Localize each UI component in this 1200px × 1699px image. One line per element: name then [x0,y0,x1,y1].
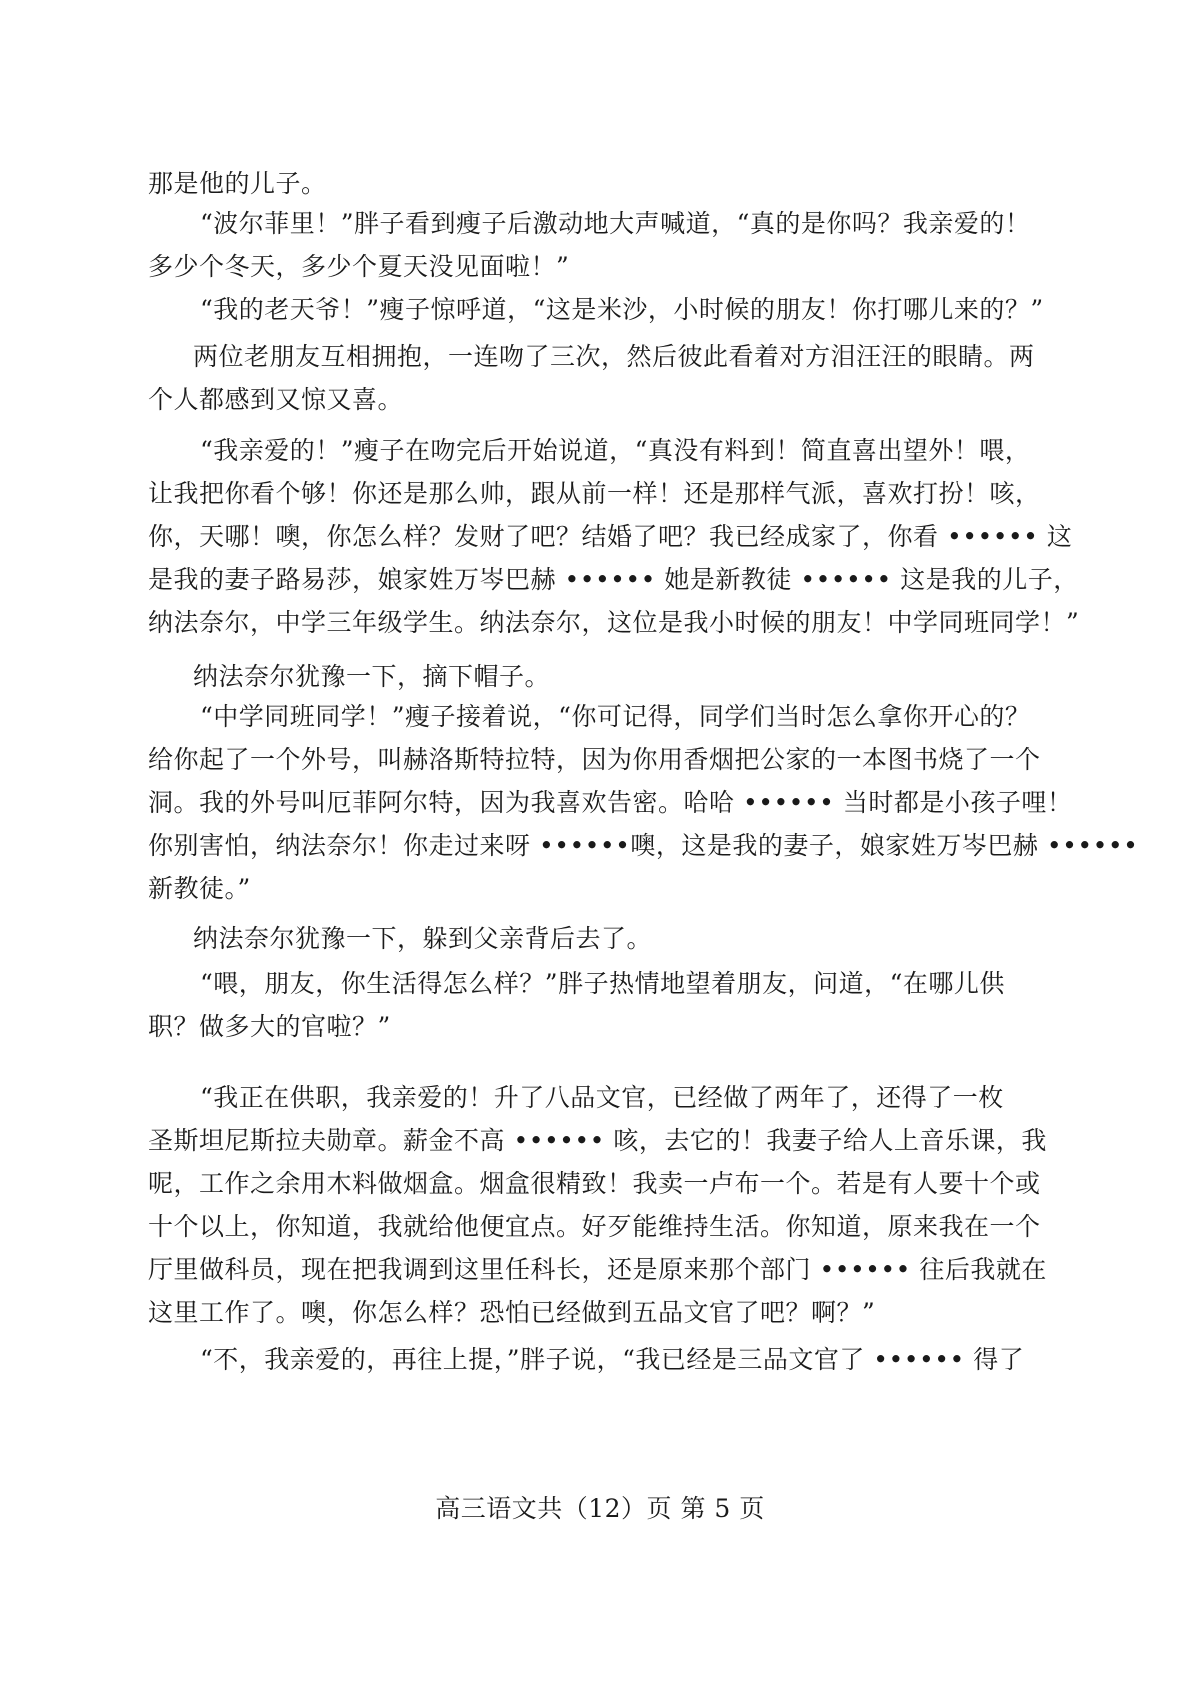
text-line: 两位老朋友互相拥抱，一连吻了三次，然后彼此看着对方泪汪汪的眼睛。两 [193,342,1035,371]
text-line: “我亲爱的！”瘦子在吻完后开始说道，“真没有料到！简直喜出望外！喂， [200,436,1031,465]
text-line: 洞。我的外号叫厄菲阿尔特，因为我喜欢告密。哈哈 •••••• 当时都是小孩子哩！ [148,788,1073,817]
text-line: 你别害怕，纳法奈尔！你走过来呀 ••••••噢，这是我的妻子，娘家姓万岑巴赫 •••••• [148,831,1139,860]
text-line: 纳法奈尔犹豫一下，躲到父亲背后去了。 [193,924,653,953]
text-line: 纳法奈尔，中学三年级学生。纳法奈尔，这位是我小时候的朋友！中学同班同学！” [148,608,1080,637]
text-line: 新教徒。” [148,874,251,903]
page-footer: 高三语文共（12）页 第 5 页 [435,1494,765,1523]
text-line: 十个以上，你知道，我就给他便宜点。好歹能维持生活。你知道，原来我在一个 [148,1212,1041,1241]
text-line: 个人都感到又惊又喜。 [148,385,404,414]
text-line: 让我把你看个够！你还是那么帅，跟从前一样！还是那样气派，喜欢打扮！咳， [148,479,1041,508]
text-line: “我的老天爷！”瘦子惊呼道，“这是米沙，小时候的朋友！你打哪儿来的？” [200,295,1044,324]
text-line: 这里工作了。噢，你怎么样？恐怕已经做到五品文官了吧？啊？” [148,1298,876,1327]
text-line: 那是他的儿子。 [148,169,327,198]
text-line: “波尔菲里！”胖子看到瘦子后激动地大声喊道，“真的是你吗？我亲爱的！ [200,209,1031,238]
text-line: “中学同班同学！”瘦子接着说，“你可记得，同学们当时怎么拿你开心的？ [200,702,1031,731]
text-line: 你，天哪！噢，你怎么样？发财了吧？结婚了吧？我已经成家了，你看 •••••• 这 [148,522,1073,551]
text-line: 圣斯坦尼斯拉夫勋章。薪金不高 •••••• 咳，去它的！我妻子给人上音乐课，我 [148,1126,1047,1155]
text-line: 是我的妻子路易莎，娘家姓万岑巴赫 •••••• 她是新教徒 •••••• 这是我的儿子， [148,565,1079,594]
text-line: “我正在供职，我亲爱的！升了八品文官，已经做了两年了，还得了一枚 [200,1083,1004,1112]
text-line: 厅里做科员，现在把我调到这里任科长，还是原来那个部门 •••••• 往后我就在 [148,1255,1047,1284]
text-line: 纳法奈尔犹豫一下，摘下帽子。 [193,662,551,691]
text-line: “不，我亲爱的，再往上提，”胖子说，“我已经是三品文官了 •••••• 得了 [200,1345,1025,1374]
text-line: “喂，朋友，你生活得怎么样？”胖子热情地望着朋友，问道，“在哪儿供 [200,969,1005,998]
text-line: 呢，工作之余用木料做烟盒。烟盒很精致！我卖一卢布一个。若是有人要十个或 [148,1169,1041,1198]
text-line: 职？做多大的官啦？” [148,1012,391,1041]
text-line: 多少个冬天，多少个夏天没见面啦！” [148,252,570,281]
text-line: 给你起了一个外号，叫赫洛斯特拉特，因为你用香烟把公家的一本图书烧了一个 [148,745,1041,774]
